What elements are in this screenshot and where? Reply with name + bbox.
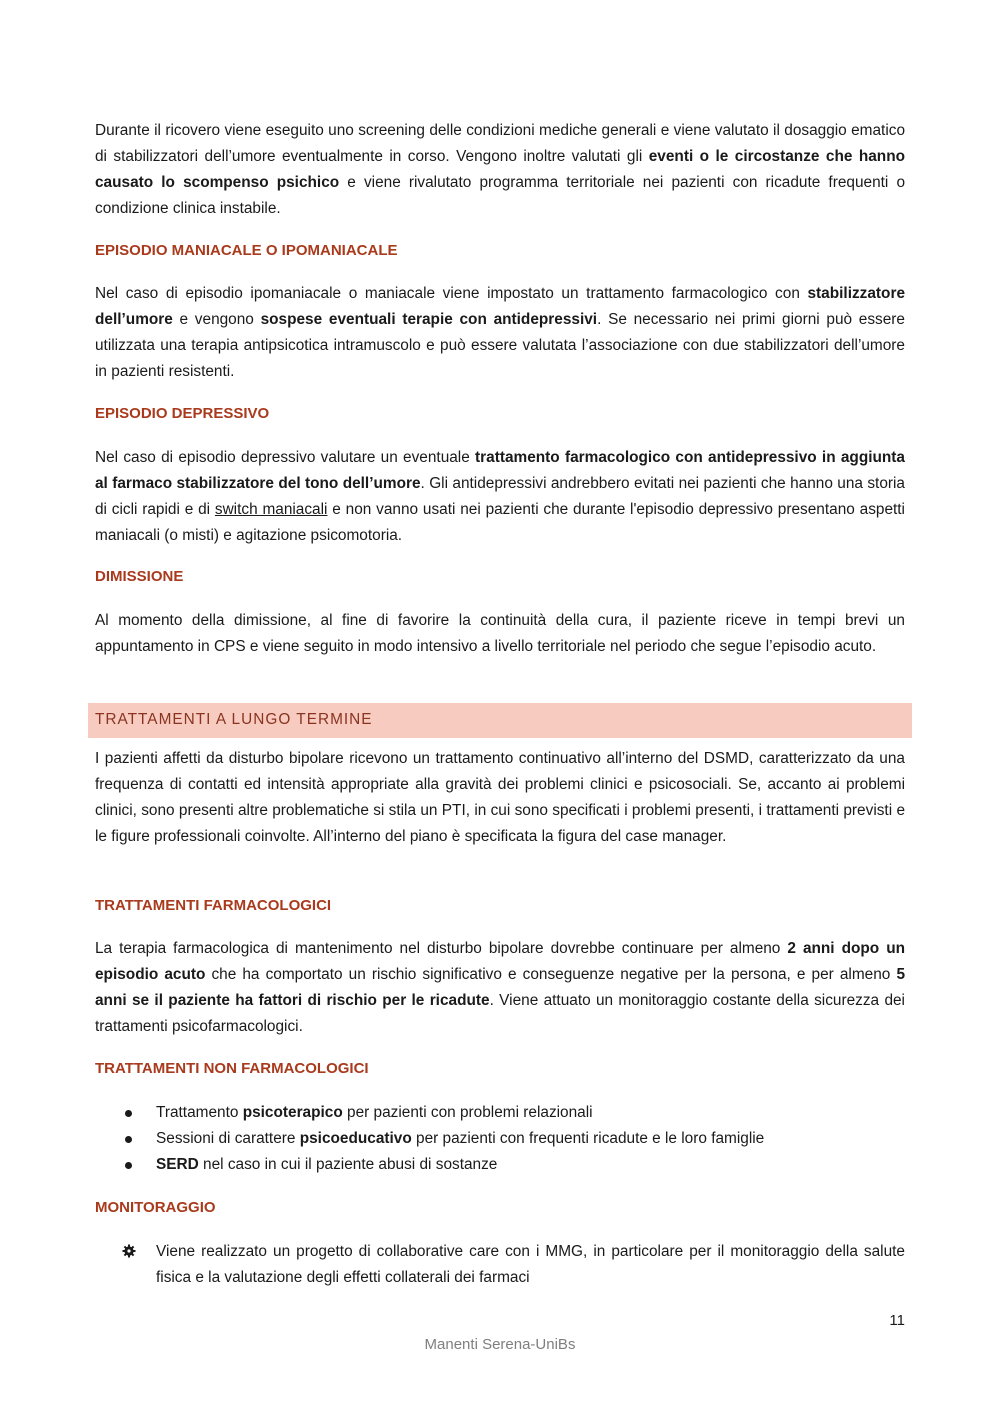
list-item: Sessioni di carattere psicoeducativo per pazienti con frequenti ricadute e le loro famiglie	[95, 1126, 905, 1152]
depressivo-paragraph	[95, 445, 905, 549]
depressivo-text-3: e non vanno usati nei pazienti che durante l'episodio depressivo presentano aspetti maniacali (o misti) e agitazione psicomotoria.	[95, 501, 905, 544]
list-item: SERD nel caso in cui il paziente abusi di sostanze	[95, 1152, 905, 1178]
heading-trattamenti-non-farmacologici: TRATTAMENTI NON FARMACOLOGICI	[95, 1060, 369, 1077]
intro-text-1: Durante il ricovero viene eseguito uno screening delle condizioni mediche generali e viene valutato il dosaggio ematico di stabilizzatori dell’umore eventualmente in corso. Vengono inoltre valutati gli	[95, 122, 905, 165]
bullet-icon	[125, 1136, 132, 1143]
list-item	[95, 1239, 905, 1291]
intro-paragraph	[95, 118, 905, 222]
section-title-lungo-termine: TRATTAMENTI A LUNGO TERMINE	[95, 711, 373, 728]
heading-monitoraggio: MONITORAGGIO	[95, 1199, 216, 1216]
intro-bold-1: eventi o le circostanze che hanno causato lo scompenso psichico	[95, 148, 906, 191]
heading-dimissione: DIMISSIONE	[95, 568, 184, 585]
farmacologici-bold-1: 2 anni dopo un episodio acuto	[95, 940, 905, 983]
depressivo-underlined: switch maniacali	[214, 501, 328, 518]
lungo-termine-paragraph: I pazienti affetti da disturbo bipolare ricevono un trattamento continuativo all’interno del DSMD, caratterizzato da una frequenza di contatti ed intensità appropriate alla gravità dei problemi clinici e psicosociali. Se, accanto ai problemi clinici, sono presenti altre problematiche si stila un PTI, in cui sono specificati i problemi presenti, i trattamenti previsti e le figure professionali coinvolte. All’interno del piano è specificata la figura del case manager.	[95, 750, 905, 845]
maniacale-bold-1: stabilizzatore dell’umore	[95, 285, 905, 328]
bullet-icon	[125, 1110, 132, 1117]
intro-text-2: e viene rivalutato programma territoriale nei pazienti con ricadute frequenti o condizione clinica instabile.	[95, 174, 906, 217]
farmacologici-text-2: che ha comportato un rischio significativo e conseguenze negative per la persona, e per almeno	[205, 966, 897, 983]
section-band-lungo-termine	[88, 703, 912, 738]
maniacale-text-2: e vengono	[172, 311, 261, 328]
page-number: 11	[889, 1312, 905, 1329]
dimissione-paragraph: Al momento della dimissione, al fine di favorire la continuità della cura, il paziente riceve in tempi brevi un appuntamento in CPS e viene seguito in modo intensivo a livello territoriale nel periodo che segue l’episodio acuto.	[95, 612, 905, 655]
farmacologici-text-1: La terapia farmacologica di mantenimento nel disturbo bipolare dovrebbe continuare per almeno	[95, 940, 788, 957]
non-farmacologici-list	[95, 1100, 905, 1178]
maniacale-text-1: Nel caso di episodio ipomaniacale o maniacale viene impostato un trattamento farmacologico con	[95, 285, 808, 302]
heading-episodio-maniacale: EPISODIO MANIACALE O IPOMANIACALE	[95, 242, 398, 259]
depressivo-text-1: Nel caso di episodio depressivo valutare un eventuale	[95, 449, 476, 466]
heading-episodio-depressivo: EPISODIO DEPRESSIVO	[95, 405, 270, 422]
farmacologici-paragraph	[95, 936, 905, 1040]
maniacale-text-3: . Se necessario nei primi giorni può essere utilizzata una terapia antipsicotica intramuscolo e può essere valutata l’associazione con due stabilizzatori dell’umore in pazienti resistenti.	[95, 311, 905, 380]
farmacologici-text-3: . Viene attuato un monitoraggio costante della sicurezza dei trattamenti psicofarmacologici.	[95, 992, 905, 1035]
monitoraggio-list	[95, 1239, 905, 1291]
farmacologici-bold-2: 5 anni se il paziente ha fattori di rischio per le ricadute	[95, 966, 905, 1009]
bullet-icon	[125, 1162, 132, 1169]
maniacale-bold-2: sospese eventuali terapie con antidepressivi	[260, 311, 598, 328]
heading-trattamenti-farmacologici: TRATTAMENTI FARMACOLOGICI	[95, 897, 332, 914]
monitoraggio-item-text: Viene realizzato un progetto di collaborative care con i MMG, in particolare per il monitoraggio della salute fisica e la valutazione degli effetti collaterali dei farmaci	[156, 1243, 905, 1286]
depressivo-bold-1: trattamento farmacologico con antidepressivo in aggiunta al farmaco stabilizzatore del tono dell’umore	[95, 449, 905, 492]
maniacale-paragraph	[95, 281, 905, 385]
gear-bullet-icon	[122, 1244, 136, 1258]
depressivo-text-2: . Gli antidepressivi andrebbero evitati nei pazienti che hanno una storia di cicli rapidi e di	[95, 475, 905, 518]
footer-author: Manenti Serena-UniBs	[424, 1336, 576, 1353]
list-item: Trattamento psicoterapico per pazienti con problemi relazionali	[95, 1100, 905, 1126]
